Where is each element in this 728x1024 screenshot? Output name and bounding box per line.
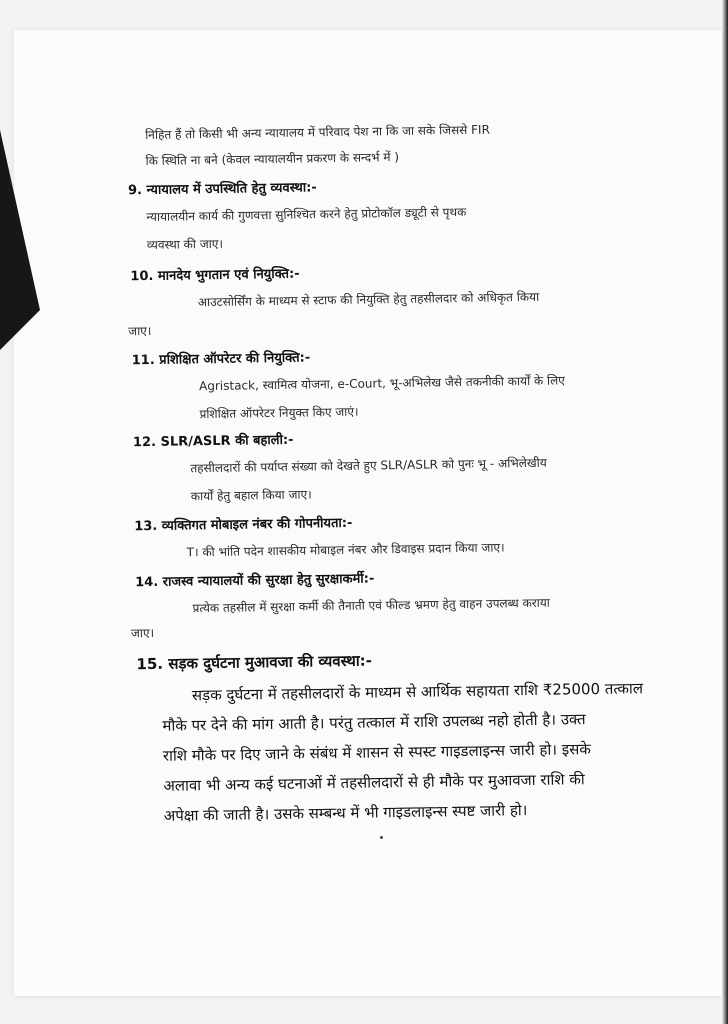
section-15-line-2: मौके पर देने की मांग आती है। परंतु तत्काल में राशि उपलब्ध नहो होती है। उक्त <box>162 710 586 735</box>
section-9-line-1: न्यायालयीन कार्य की गुणवत्ता सुनिश्चित करने हेतु प्रोटोकॉल ड्यूटी से पृथक <box>146 204 467 224</box>
section-15-line-1: सड़क दुर्घटना में तहसीलदारों के माध्यम से आर्थिक सहायता राशि ₹25000 तत्काल <box>191 679 644 705</box>
section-10-line-2: जाए। <box>128 323 152 339</box>
intro-line-1: निहित हैं तो किसी भी अन्य न्यायालय में परिवाद पेश ना कि जा सके जिससे FIR <box>145 122 490 142</box>
section-14-heading: 14. राजस्व न्यायालयों की सुरक्षा हेतु सुरक्षाकर्मी:- <box>135 571 375 591</box>
section-15-heading: 15. सड़क दुर्घटना मुआवजा की व्यवस्था:- <box>136 651 373 674</box>
section-13-heading: 13. व्यक्तिगत मोबाइल नंबर की गोपनीयता:- <box>134 515 353 535</box>
section-10-line-1: आउटसोर्सिंग के माध्यम से स्टाफ की नियुक्ति हेतु तहसीलदार को अधिकृत किया <box>197 289 540 310</box>
section-12-line-1: तहसीलदारों की पर्याप्त संख्या को देखते हुए SLR/ASLR को पुनः भू - अभिलेखीय <box>190 455 547 476</box>
right-edge-shadow <box>722 0 728 1024</box>
section-9-line-2: व्यवस्था की जाए। <box>146 236 224 252</box>
section-14-line-1: प्रत्येक तहसील में सुरक्षा कर्मी की तैनाती एवं फील्ड भ्रमण हेतु वाहन उपलब्ध कराया <box>192 595 550 616</box>
page-edge-shadow <box>0 130 40 350</box>
section-11-line-1: Agristack, स्वामित्व योजना, e-Court, भू-अभिलेख जैसे तकनीकी कार्यों के लिए <box>198 373 565 394</box>
page-mark-dot <box>380 836 383 839</box>
section-11-line-2: प्रशिक्षित ऑपरेटर नियुक्त किए जाएं। <box>199 404 359 422</box>
section-12-heading: 12. SLR/ASLR की बहाली:- <box>132 432 294 451</box>
section-13-line-1: T। की भांति पदेन शासकीय मोबाइल नंबर और डिवाइस प्रदान किया जाए। <box>186 540 505 560</box>
section-15-line-5: अपेक्षा की जाती है। उसके सम्बन्ध में भी गाइडलाइन्स स्पष्ट जारी हो। <box>163 801 528 825</box>
section-11-heading: 11. प्रशिक्षित ऑपरेटर की नियुक्ति:- <box>131 350 311 369</box>
section-10-heading: 10. मानदेय भुगतान एवं नियुक्ति:- <box>130 266 300 285</box>
intro-line-2: कि स्थिति ना बने (केवल न्यायालयीन प्रकरण के सन्दर्भ में ) <box>145 150 400 168</box>
section-14-line-2: जाए। <box>130 625 155 641</box>
section-15-line-3: राशि मौके पर दिए जाने के संबंध में शासन से स्पस्ट गाइडलाइन्स जारी हो। इसके <box>162 740 591 765</box>
section-12-line-2: कार्यों हेतु बहाल किया जाए। <box>190 487 312 504</box>
section-15-line-4: अलावा भी अन्य कई घटनाओं में तहसीलदारों से ही मौके पर मुआवजा राशि की <box>163 770 585 795</box>
document-page <box>14 30 722 996</box>
section-9-heading: 9. न्यायालय में उपस्थिति हेतु व्यवस्था:- <box>127 180 317 199</box>
